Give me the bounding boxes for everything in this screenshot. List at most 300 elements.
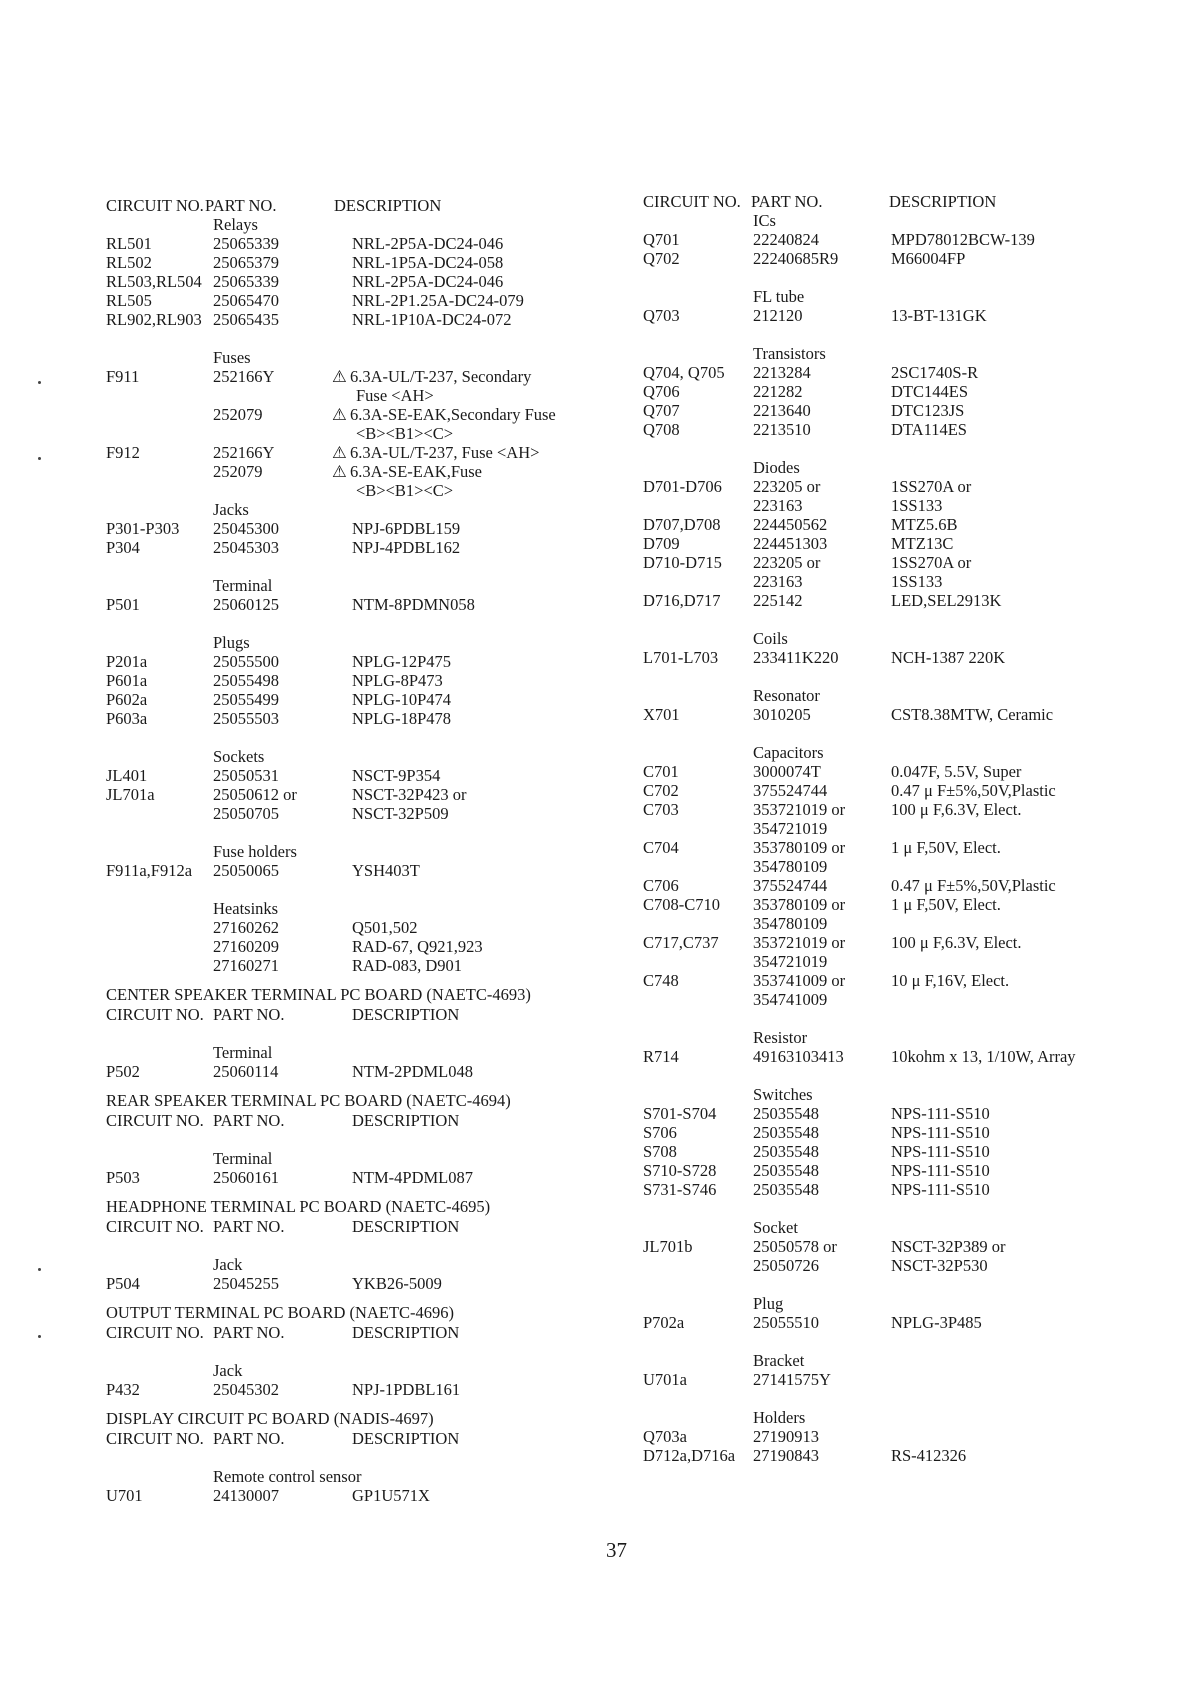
circuit-no: Q704, Q705 — [643, 363, 725, 382]
part-row — [643, 838, 1163, 857]
header-description: DESCRIPTION — [352, 1111, 460, 1130]
spacer — [643, 1332, 1163, 1351]
category-row — [643, 1294, 1163, 1313]
category-row — [643, 629, 1163, 648]
warning-triangle-icon: ⚠ — [332, 367, 347, 386]
description: 100 μ F,6.3V, Elect. — [891, 800, 1022, 819]
circuit-no: P504 — [106, 1274, 140, 1293]
circuit-no: X701 — [643, 705, 680, 724]
part-row — [643, 1446, 1163, 1465]
part-no: 354721019 — [753, 952, 828, 971]
part-no: 252166Y — [213, 443, 275, 462]
part-no: 2213510 — [753, 420, 811, 439]
spacer — [106, 1293, 626, 1303]
circuit-no: D716,D717 — [643, 591, 721, 610]
spacer — [643, 439, 1163, 458]
circuit-no: D712a,D716a — [643, 1446, 736, 1465]
description: Q501,502 — [352, 918, 418, 937]
circuit-no: S701-S704 — [643, 1104, 717, 1123]
part-row — [643, 705, 1163, 724]
category-label: Capacitors — [753, 743, 824, 762]
part-no: 223163 — [753, 572, 803, 591]
column-subheader — [106, 1111, 626, 1130]
description-text: 6.3A-UL/T-237, Secondary — [350, 367, 532, 386]
part-row — [106, 1274, 626, 1293]
part-row — [643, 591, 1163, 610]
description: NPLG-18P478 — [352, 709, 452, 728]
description: 10 μ F,16V, Elect. — [891, 971, 1010, 990]
category-label: Terminal — [213, 576, 273, 595]
spacer — [106, 823, 626, 842]
description: NPS-111-S510 — [891, 1104, 990, 1123]
board-title: REAR SPEAKER TERMINAL PC BOARD (NAETC-4694) — [106, 1091, 511, 1110]
category-row — [643, 1085, 1163, 1104]
description: NPLG-3P485 — [891, 1313, 982, 1332]
circuit-no: U701 — [106, 1486, 143, 1505]
category-label: Bracket — [753, 1351, 805, 1370]
part-row — [643, 1427, 1163, 1446]
circuit-no: C748 — [643, 971, 679, 990]
spacer — [106, 1448, 626, 1467]
circuit-no: C702 — [643, 781, 679, 800]
circuit-no: C701 — [643, 762, 679, 781]
header-circuit-no: CIRCUIT NO. — [643, 192, 741, 211]
part-no: 354721019 — [753, 819, 828, 838]
description: NRL-1P10A-DC24-072 — [352, 310, 512, 329]
spacer — [106, 614, 626, 633]
part-row — [643, 249, 1163, 268]
part-no: 252079 — [213, 462, 263, 481]
part-no: 25050065 — [213, 861, 279, 880]
description-text: 6.3A-SE-EAK,Fuse — [350, 462, 482, 481]
circuit-no: C703 — [643, 800, 679, 819]
part-no: 223205 or — [753, 477, 821, 496]
part-no: 25050726 — [753, 1256, 819, 1275]
part-row — [643, 914, 1163, 933]
category-label: Coils — [753, 629, 788, 648]
part-row — [643, 401, 1163, 420]
spacer — [643, 1066, 1163, 1085]
header-part-no: PART NO. — [213, 1429, 285, 1448]
board-title: HEADPHONE TERMINAL PC BOARD (NAETC-4695) — [106, 1197, 491, 1216]
part-row — [643, 1313, 1163, 1332]
description: NPLG-10P474 — [352, 690, 452, 709]
description: RS-412326 — [891, 1446, 967, 1465]
category-label: Plugs — [213, 633, 250, 652]
board-title: OUTPUT TERMINAL PC BOARD (NAETC-4696) — [106, 1303, 455, 1322]
description: 13-BT-131GK — [891, 306, 987, 325]
description: MPD78012BCW-139 — [891, 230, 1035, 249]
spacer — [643, 724, 1163, 743]
part-row — [643, 876, 1163, 895]
spacer — [643, 667, 1163, 686]
part-row — [106, 766, 626, 785]
part-row — [643, 762, 1163, 781]
part-row — [106, 253, 626, 272]
part-no: 25045302 — [213, 1380, 279, 1399]
circuit-no: F911a,F912a — [106, 861, 193, 880]
category-label: FL tube — [753, 287, 805, 306]
circuit-no: S706 — [643, 1123, 677, 1142]
spacer — [643, 1275, 1163, 1294]
spacer — [106, 1187, 626, 1197]
part-no: 25050578 or — [753, 1237, 837, 1256]
description: 0.047F, 5.5V, Super — [891, 762, 1022, 781]
category-row — [106, 747, 626, 766]
part-row — [643, 230, 1163, 249]
part-row — [106, 386, 626, 405]
part-no: 27160271 — [213, 956, 279, 975]
category-label: Relays — [213, 215, 258, 234]
part-row — [643, 1256, 1163, 1275]
part-no: 25050531 — [213, 766, 279, 785]
part-row — [643, 648, 1163, 667]
spacer — [643, 1009, 1163, 1028]
circuit-no: Q702 — [643, 249, 680, 268]
part-row — [643, 534, 1163, 553]
part-no: 25065379 — [213, 253, 279, 272]
part-row — [106, 462, 626, 481]
part-no: 25065339 — [213, 272, 279, 291]
part-no: 25045300 — [213, 519, 279, 538]
circuit-no: Q708 — [643, 420, 680, 439]
spacer — [106, 329, 626, 348]
description: 1SS133 — [891, 496, 943, 515]
part-no: 353741009 or — [753, 971, 846, 990]
circuit-no: D710-D715 — [643, 553, 722, 572]
part-no: 25035548 — [753, 1180, 819, 1199]
description: NPS-111-S510 — [891, 1161, 990, 1180]
part-row — [643, 781, 1163, 800]
description: NCH-1387 220K — [891, 648, 1006, 667]
part-no: 224450562 — [753, 515, 828, 534]
description — [332, 443, 539, 462]
circuit-no: P601a — [106, 671, 148, 690]
category-label: Jack — [213, 1361, 243, 1380]
description: NPS-111-S510 — [891, 1180, 990, 1199]
spacer — [106, 557, 626, 576]
spacer — [106, 1236, 626, 1255]
category-label: Sockets — [213, 747, 265, 766]
part-no: 27160209 — [213, 937, 279, 956]
circuit-no: C706 — [643, 876, 679, 895]
header-circuit-no: CIRCUIT NO. — [106, 1323, 204, 1342]
description: DTA114ES — [891, 420, 967, 439]
category-row — [106, 576, 626, 595]
column-subheader — [106, 1429, 626, 1448]
part-row — [643, 363, 1163, 382]
category-label: Diodes — [753, 458, 800, 477]
circuit-no: S708 — [643, 1142, 677, 1161]
description: YKB26-5009 — [352, 1274, 442, 1293]
spacer — [106, 880, 626, 899]
category-row — [643, 1028, 1163, 1047]
description: 1 μ F,50V, Elect. — [891, 838, 1001, 857]
spacer — [106, 975, 626, 985]
description: LED,SEL2913K — [891, 591, 1002, 610]
part-row — [643, 572, 1163, 591]
circuit-no: Q706 — [643, 382, 680, 401]
part-row — [106, 690, 626, 709]
part-no: 375524744 — [753, 781, 828, 800]
part-no: 375524744 — [753, 876, 828, 895]
part-no: 25055500 — [213, 652, 279, 671]
category-row — [643, 344, 1163, 363]
description: NPS-111-S510 — [891, 1123, 990, 1142]
part-no: 27141575Y — [753, 1370, 831, 1389]
header-description: DESCRIPTION — [352, 1323, 460, 1342]
part-row — [643, 306, 1163, 325]
part-no: 224451303 — [753, 534, 828, 553]
circuit-no: RL505 — [106, 291, 152, 310]
part-no: 25050705 — [213, 804, 279, 823]
part-row — [106, 519, 626, 538]
header-circuit-no: CIRCUIT NO. — [106, 1005, 204, 1024]
description: NTM-8PDMN058 — [352, 595, 475, 614]
part-no: 354780109 — [753, 914, 828, 933]
circuit-no: RL902,RL903 — [106, 310, 202, 329]
header-part-no: PART NO. — [213, 1323, 285, 1342]
circuit-no: C708-C710 — [643, 895, 721, 914]
part-row — [106, 861, 626, 880]
column-header — [106, 196, 626, 215]
category-row — [106, 1255, 626, 1274]
circuit-no: C704 — [643, 838, 679, 857]
category-row — [643, 686, 1163, 705]
description: 0.47 μ F±5%,50V,Plastic — [891, 781, 1056, 800]
part-row — [106, 291, 626, 310]
circuit-no: Q703 — [643, 306, 680, 325]
part-row — [643, 1237, 1163, 1256]
circuit-no: Q707 — [643, 401, 680, 420]
part-no: 24130007 — [213, 1486, 279, 1505]
circuit-no: P503 — [106, 1168, 140, 1187]
description: NRL-1P5A-DC24-058 — [352, 253, 504, 272]
circuit-no: R714 — [643, 1047, 679, 1066]
part-no: 25045255 — [213, 1274, 279, 1293]
header-part-no: PART NO. — [213, 1111, 285, 1130]
header-circuit-no: CIRCUIT NO. — [106, 1217, 204, 1236]
category-row — [643, 1218, 1163, 1237]
category-row — [106, 1467, 626, 1486]
spacer — [106, 1342, 626, 1361]
part-row — [106, 272, 626, 291]
part-row — [106, 1486, 626, 1505]
circuit-no: P501 — [106, 595, 140, 614]
category-label: Jacks — [213, 500, 249, 519]
category-row — [106, 1361, 626, 1380]
part-no: 27190843 — [753, 1446, 819, 1465]
part-row — [643, 800, 1163, 819]
part-no: 25035548 — [753, 1161, 819, 1180]
part-row — [643, 857, 1163, 876]
circuit-no: D701-D706 — [643, 477, 722, 496]
part-row — [643, 990, 1163, 1009]
description: 100 μ F,6.3V, Elect. — [891, 933, 1022, 952]
part-no: 25035548 — [753, 1123, 819, 1142]
part-row — [106, 956, 626, 975]
part-row — [643, 933, 1163, 952]
category-label: Switches — [753, 1085, 813, 1104]
part-row — [106, 1380, 626, 1399]
category-label: Plug — [753, 1294, 784, 1313]
spacer — [643, 1199, 1163, 1218]
part-no: 354741009 — [753, 990, 828, 1009]
spacer — [106, 1024, 626, 1043]
description: NSCT-32P509 — [352, 804, 449, 823]
part-no: 25045303 — [213, 538, 279, 557]
part-row — [106, 424, 626, 443]
part-row — [106, 1168, 626, 1187]
part-row — [643, 382, 1163, 401]
circuit-no: S710-S728 — [643, 1161, 717, 1180]
category-label: Heatsinks — [213, 899, 279, 918]
part-no: 22240824 — [753, 230, 819, 249]
warning-triangle-icon: ⚠ — [332, 462, 347, 481]
part-no: 2213284 — [753, 363, 811, 382]
description: NTM-4PDML087 — [352, 1168, 474, 1187]
page-number: 37 — [606, 1538, 627, 1562]
circuit-no: F911 — [106, 367, 140, 386]
part-row — [106, 652, 626, 671]
circuit-no: C717,C737 — [643, 933, 719, 952]
spacer — [643, 1389, 1163, 1408]
circuit-no: RL501 — [106, 234, 152, 253]
spacer — [106, 1399, 626, 1409]
part-row — [643, 1180, 1163, 1199]
right-parts-column — [643, 192, 1163, 1465]
category-label: Transistors — [753, 344, 826, 363]
description: CST8.38MTW, Ceramic — [891, 705, 1054, 724]
part-row — [106, 709, 626, 728]
description-text: 6.3A-SE-EAK,Secondary Fuse — [350, 405, 556, 424]
part-no: 27190913 — [753, 1427, 819, 1446]
part-row — [106, 804, 626, 823]
part-row — [643, 553, 1163, 572]
circuit-no: D707,D708 — [643, 515, 721, 534]
board-title: CENTER SPEAKER TERMINAL PC BOARD (NAETC-4693) — [106, 985, 531, 1004]
part-row — [106, 918, 626, 937]
category-row — [106, 899, 626, 918]
circuit-no: L701-L703 — [643, 648, 719, 667]
category-row — [106, 1043, 626, 1062]
part-no: 25065470 — [213, 291, 279, 310]
part-no: 354780109 — [753, 857, 828, 876]
description: 0.47 μ F±5%,50V,Plastic — [891, 876, 1056, 895]
category-label: Remote control sensor — [213, 1467, 362, 1486]
category-label: Resonator — [753, 686, 820, 705]
header-description: DESCRIPTION — [889, 192, 997, 211]
category-row — [106, 500, 626, 519]
category-row — [106, 633, 626, 652]
circuit-no: U701a — [643, 1370, 687, 1389]
left-parts-column — [106, 196, 626, 1505]
column-subheader — [106, 1323, 626, 1342]
header-part-no: PART NO. — [213, 1005, 285, 1024]
description: RAD-083, D901 — [352, 956, 462, 975]
circuit-no: RL503,RL504 — [106, 272, 202, 291]
left-rows — [106, 215, 626, 1505]
part-row — [643, 515, 1163, 534]
description-text: 6.3A-UL/T-237, Fuse <AH> — [350, 443, 540, 462]
spacer — [643, 610, 1163, 629]
part-row — [643, 477, 1163, 496]
header-description: DESCRIPTION — [334, 196, 442, 215]
part-no: 25055499 — [213, 690, 279, 709]
description: NPJ-6PDBL159 — [352, 519, 461, 538]
scan-speck — [38, 1268, 41, 1271]
spacer — [643, 325, 1163, 344]
circuit-no: RL502 — [106, 253, 152, 272]
header-circuit-no: CIRCUIT NO. — [106, 1111, 204, 1130]
part-no: 353721019 or — [753, 933, 846, 952]
part-row — [643, 496, 1163, 515]
category-row — [643, 287, 1163, 306]
part-row — [106, 937, 626, 956]
description: GP1U571X — [352, 1486, 430, 1505]
category-row — [106, 1149, 626, 1168]
part-no: 3000074T — [753, 762, 821, 781]
part-no: 25050612 or — [213, 785, 297, 804]
part-row — [643, 1142, 1163, 1161]
description: 1SS133 — [891, 572, 943, 591]
spacer — [106, 1130, 626, 1149]
description: MTZ13C — [891, 534, 954, 553]
part-row — [106, 595, 626, 614]
header-part-no: PART NO. — [205, 196, 277, 215]
circuit-no: P301-P303 — [106, 519, 180, 538]
part-no: 225142 — [753, 591, 803, 610]
part-row — [106, 538, 626, 557]
part-row — [643, 1047, 1163, 1066]
category-label: Socket — [753, 1218, 798, 1237]
part-no: 25060161 — [213, 1168, 279, 1187]
part-row — [106, 1062, 626, 1081]
part-no: 27160262 — [213, 918, 279, 937]
description: 1SS270A or — [891, 477, 972, 496]
part-row — [643, 1161, 1163, 1180]
circuit-no: F912 — [106, 443, 140, 462]
column-subheader — [106, 1217, 626, 1236]
description — [332, 405, 556, 424]
circuit-no: P304 — [106, 538, 140, 557]
part-no: 353721019 or — [753, 800, 846, 819]
part-no: 223205 or — [753, 553, 821, 572]
column-header — [643, 192, 1163, 211]
scan-speck — [38, 381, 41, 384]
circuit-no: JL401 — [106, 766, 148, 785]
part-no: 25065339 — [213, 234, 279, 253]
part-no: 25035548 — [753, 1142, 819, 1161]
header-description: DESCRIPTION — [352, 1217, 460, 1236]
description: NRL-2P1.25A-DC24-079 — [352, 291, 524, 310]
part-no: 223163 — [753, 496, 803, 515]
circuit-no: P603a — [106, 709, 148, 728]
description: RAD-67, Q921,923 — [352, 937, 483, 956]
category-label: Fuse holders — [213, 842, 297, 861]
part-row — [643, 819, 1163, 838]
category-label: ICs — [753, 211, 776, 230]
part-row — [643, 971, 1163, 990]
description: NPLG-12P475 — [352, 652, 452, 671]
category-row — [643, 458, 1163, 477]
spacer — [106, 728, 626, 747]
part-row — [106, 234, 626, 253]
circuit-no: P702a — [643, 1313, 685, 1332]
header-description: DESCRIPTION — [352, 1005, 460, 1024]
header-part-no: PART NO. — [751, 192, 823, 211]
category-row — [643, 1351, 1163, 1370]
